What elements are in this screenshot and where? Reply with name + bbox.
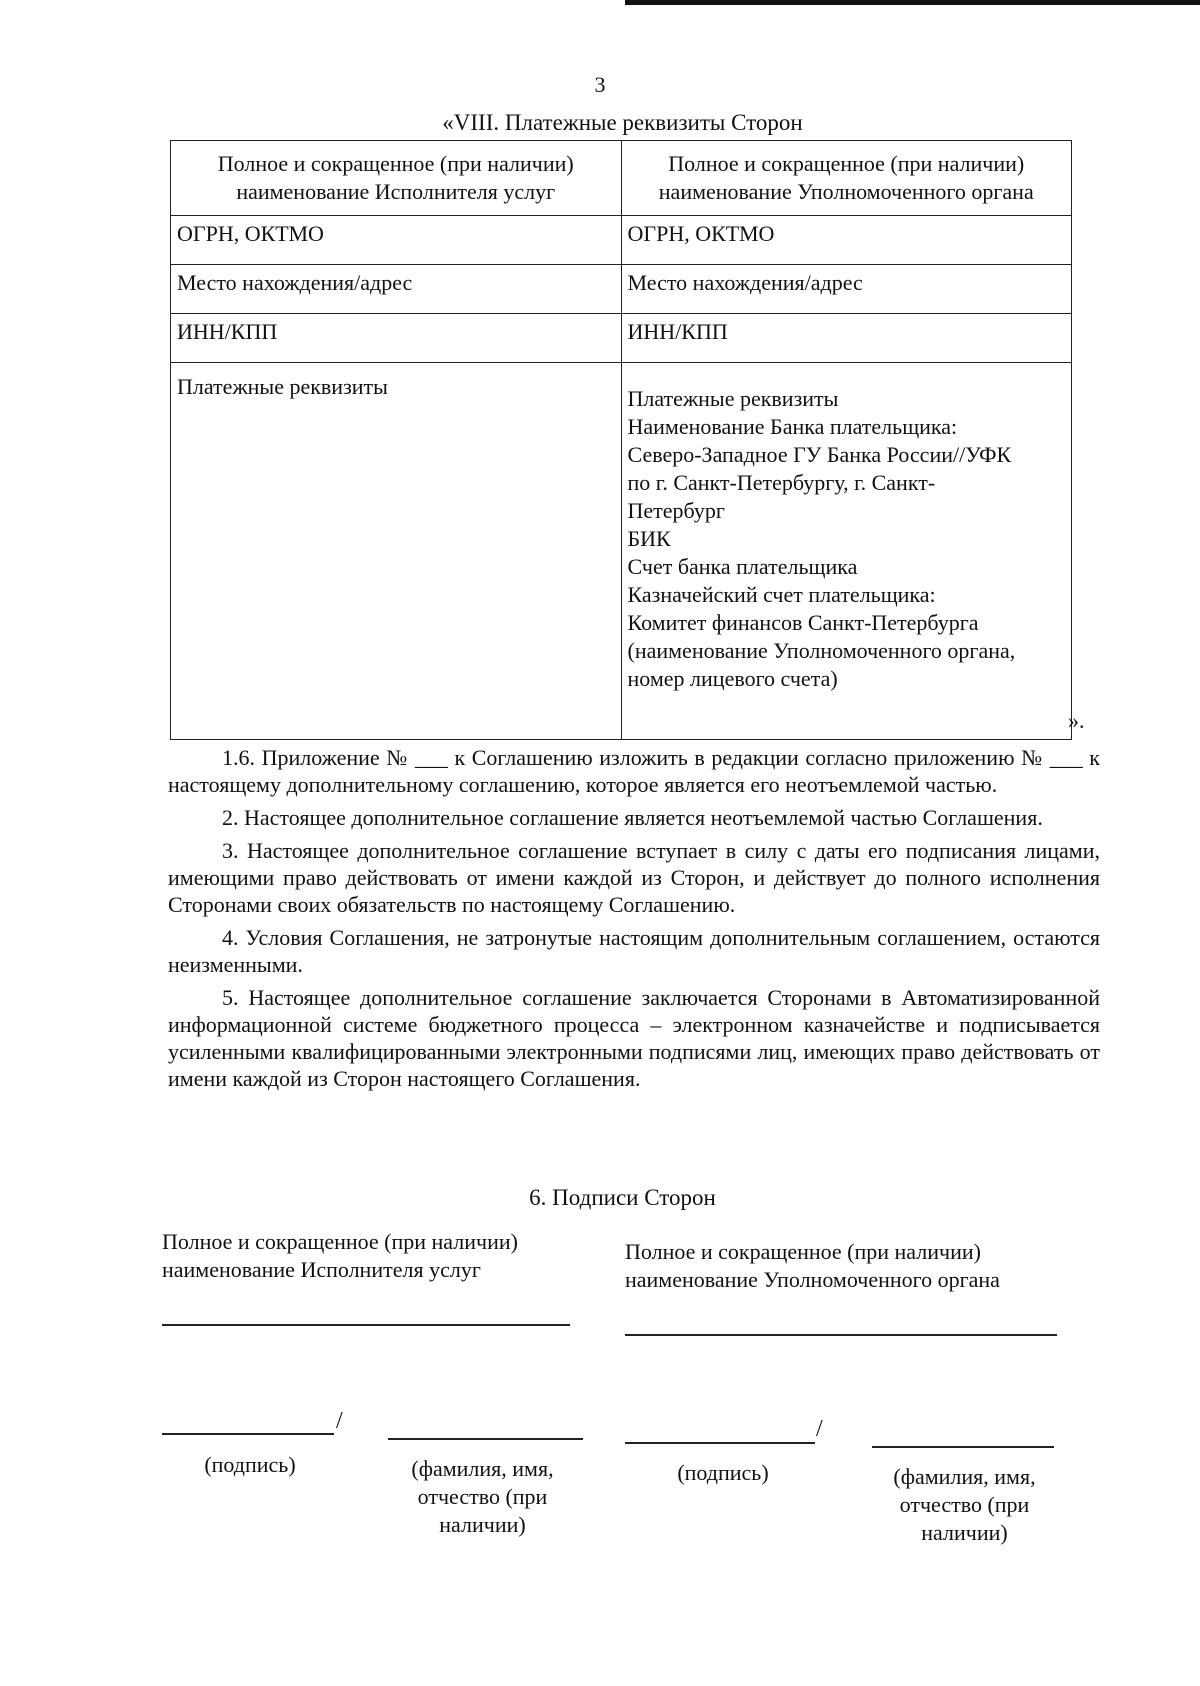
signature-separator: / <box>816 1416 823 1442</box>
paragraph-5: 5. Настоящее дополнительное соглашение заключается Сторонами в Автоматизированной информационной системе бюджетного процесса – электронном казначействе и подписывается усиленными квалифицированными электронными подписями лиц, имеющих право действовать от имени каждой из Сторон настоящего Соглашения. <box>168 985 1100 1091</box>
agreement-body <box>168 744 1100 1098</box>
payment-line: Счет банка плательщика <box>627 554 858 579</box>
paragraph-1-6: 1.6. Приложение № ___ к Соглашению изложить в редакции согласно приложению № ___ к настоящему дополнительному соглашению, которое является его неотъемлемой частью. <box>168 745 1100 797</box>
signature-separator: / <box>336 1408 343 1434</box>
executor-address: Место нахождения/адрес <box>171 265 622 314</box>
paragraph-4: 4. Условия Соглашения, не затронутые настоящим дополнительным соглашением, остаются неизменными. <box>168 925 1100 977</box>
executor-signature-line <box>162 1433 334 1435</box>
paragraph-2: 2. Настоящее дополнительное соглашение является неотъемлемой частью Соглашения. <box>222 805 1043 830</box>
header-executor: Полное и сокращенное (при наличии) наименование Исполнителя услуг <box>171 141 622 216</box>
executor-payment: Платежные реквизиты <box>171 363 622 740</box>
authority-fio-line <box>872 1446 1054 1448</box>
executor-party-name: Полное и сокращенное (при наличии) наименование Исполнителя услуг <box>162 1229 518 1282</box>
scan-top-border <box>625 0 1200 5</box>
header-authority: Полное и сокращенное (при наличии) наименование Уполномоченного органа <box>621 141 1072 216</box>
executor-fio-line <box>388 1438 583 1440</box>
payment-line: (наименование Уполномоченного органа, <box>627 638 1016 663</box>
authority-fio-caption: (фамилия, имя, отчество (при наличии) <box>893 1464 1036 1545</box>
table-row <box>171 216 1072 265</box>
authority-party-name: Полное и сокращенное (при наличии) наименование Уполномоченного органа <box>625 1239 1000 1292</box>
table-row <box>171 314 1072 363</box>
table-row <box>171 265 1072 314</box>
authority-inn: ИНН/КПП <box>621 314 1072 363</box>
table-header-row <box>171 141 1072 216</box>
payment-line: БИК <box>627 526 671 551</box>
authority-payment <box>621 363 1072 740</box>
executor-signature-caption: (подпись) <box>204 1452 296 1477</box>
payment-requisites-table <box>170 140 1072 740</box>
executor-ogrn: ОГРН, ОКТМО <box>171 216 622 265</box>
paragraph-3: 3. Настоящее дополнительное соглашение вступает в силу с даты его подписания лицами, имеющими право действовать от имени каждой из Сторон, и действует до полного исполнения Сторонами своих обязательств по настоящему Соглашению. <box>168 838 1100 917</box>
payment-line: Казначейский счет плательщика: <box>627 582 936 607</box>
executor-inn: ИНН/КПП <box>171 314 622 363</box>
signatures-title: 6. Подписи Сторон <box>529 1185 716 1210</box>
executor-name-line <box>162 1324 570 1326</box>
payment-line: Комитет финансов Санкт-Петербурга <box>627 610 979 635</box>
payment-line: Наименование Банка плательщика: <box>627 414 958 439</box>
payment-line: номер лицевого счета) <box>627 666 838 691</box>
authority-ogrn: ОГРН, ОКТМО <box>621 216 1072 265</box>
authority-name-line <box>625 1334 1057 1336</box>
payment-line: Петербург <box>627 498 725 523</box>
authority-signature-caption: (подпись) <box>677 1460 769 1485</box>
payment-line: Платежные реквизиты <box>627 386 839 411</box>
executor-fio-caption: (фамилия, имя, отчество (при наличии) <box>411 1456 554 1537</box>
table-row <box>171 363 1072 740</box>
payment-line: по г. Санкт-Петербургу, г. Санкт- <box>627 470 936 495</box>
authority-address: Место нахождения/адрес <box>621 265 1072 314</box>
payment-line: Северо-Западное ГУ Банка России//УФК <box>627 442 1012 467</box>
closing-quote: ». <box>1068 708 1085 733</box>
authority-signature-line <box>625 1442 815 1444</box>
page-number: 3 <box>594 72 606 97</box>
section-title: «VIII. Платежные реквизиты Сторон <box>442 110 803 135</box>
